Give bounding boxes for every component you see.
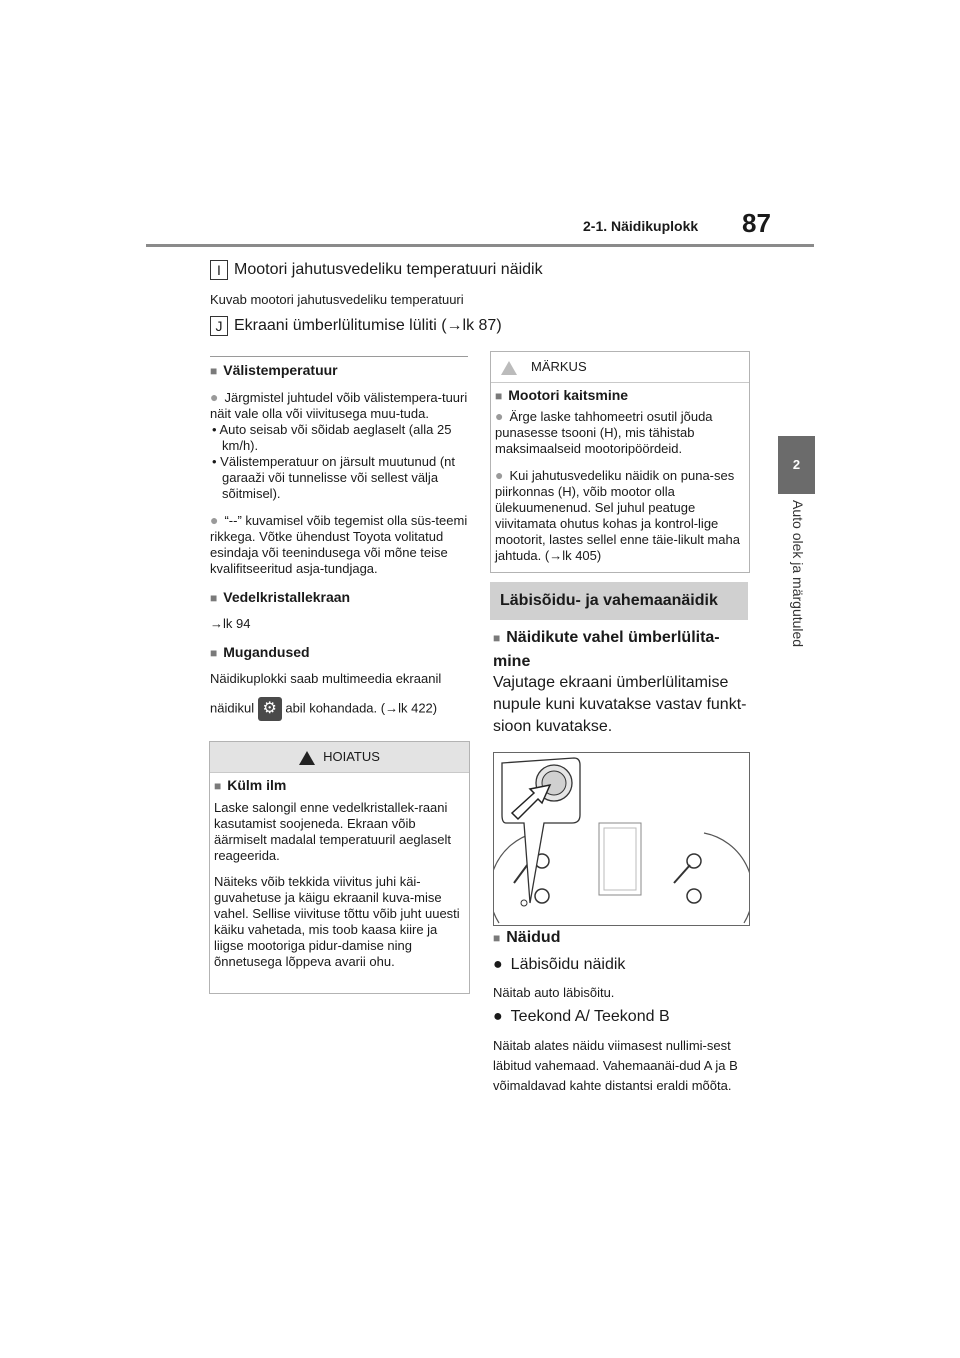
switch-paragraph: Vajutage ekraani ümberlülitamise nupule kuni kuvatakse vastav funkt-sioon kuvatakse. bbox=[493, 674, 747, 735]
notice-header: MÄRKUS bbox=[491, 352, 749, 383]
outside-temp-b2: • Välistemperatuur on järsult muutunud (nt garaaži või tunnelisse või sellest välja sõitmisel). bbox=[212, 454, 456, 501]
notice-box bbox=[490, 351, 750, 573]
left-column bbox=[210, 362, 468, 721]
gauges-heading: ■ Näidud bbox=[493, 929, 561, 946]
notice-triangle-icon bbox=[501, 361, 517, 375]
notice-subheading: ■ Mootori kaitsmine bbox=[495, 387, 629, 403]
trip-desc: Näitab alates näidu viimasest nullimi-sest läbitud vahemaad. Vahemaanäi-dud A ja B võimaldavad kahte distantsi eraldi mõõta. bbox=[493, 1038, 738, 1093]
outside-temp-b1: • Auto seisab või sõidab aeglaselt (alla 25 km/h). bbox=[212, 422, 452, 453]
item-j-title: J Ekraani ümberlülitumise lüliti (→lk 87) bbox=[210, 316, 502, 336]
lcd-heading: ■ Vedelkristallekraan bbox=[210, 589, 351, 605]
page-number: 87 bbox=[742, 208, 771, 238]
custom-heading: ■ Mugandused bbox=[210, 644, 310, 660]
item-i-desc: Kuvab mootori jahutusvedeliku temperatuuri bbox=[210, 292, 464, 307]
cluster-drawing bbox=[494, 753, 749, 925]
section-title: 2-1. Näidikuplokk bbox=[583, 218, 699, 234]
cluster-illustration bbox=[493, 752, 750, 926]
chapter-tab-label: Auto olek ja märgutuled bbox=[790, 500, 806, 648]
warning-p1: Laske salongil enne vedelkristallek-raani kasutamist soojeneda. Ekraan võib äärmiselt madalal temperatuuril aeglaselt reageerida. bbox=[214, 800, 452, 863]
left-rule bbox=[210, 356, 468, 357]
switch-heading: ■ Näidikute vahel ümberlülita-mine bbox=[493, 629, 720, 670]
warning-triangle-icon bbox=[299, 751, 315, 765]
custom-p2: näidikul ⚙ abil kohandada. (→lk 422) bbox=[210, 697, 468, 721]
odo-desc: Näitab auto läbisõitu. bbox=[493, 985, 615, 1000]
notice-p2: ● Kui jahutusvedeliku näidik on puna-ses piirkonnas (H), võib mootor olla ülekuumenenud. Sel juhul peatuge viivitamata ohutus kohas ja kontrol-lige mootorit, lastes sellel enne täie-likult maha jahtuda. (→lk 405) bbox=[495, 467, 740, 563]
warning-box bbox=[209, 741, 470, 994]
chapter-tab: 2 bbox=[778, 436, 815, 494]
outside-temp-p2: ● “--” kuvamisel võib tegemist olla süs-teemi rikkega. Võtke ühendust Toyota volitatud esindaja või teenindusega või mõne teise kvalifitseeritud asja-tundjaga. bbox=[210, 512, 468, 576]
notice-p1: ● Ärge laske tahhomeetri osutil jõuda punasesse tsooni (H), mis tähistab maksimaalseid mootoripöördeid. bbox=[495, 408, 713, 456]
trip-heading: ● Teekond A/ Teekond B bbox=[493, 1008, 670, 1025]
item-i-title: I Mootori jahutusvedeliku temperatuuri näidik bbox=[210, 260, 543, 280]
warning-header: HOIATUS bbox=[210, 742, 469, 773]
key-j: J bbox=[210, 316, 228, 336]
gear-icon: ⚙ bbox=[258, 697, 282, 721]
warning-p2: Näiteks võib tekkida viivitus juhi käi-guvahetuse ja käigu ekraanil kuva-mise vahel. Sellise viivituse tõttu võib juht uuesti käiku vahetada, mis toob kaasa kiire ja liigse mootoriga pidur-damise ning õnnetusega lõppeva avarii ohu. bbox=[214, 874, 460, 969]
key-i: I bbox=[210, 260, 228, 280]
warning-subheading: ■ Külm ilm bbox=[214, 777, 287, 793]
custom-p1: Näidikuplokki saab multimeedia ekraanil bbox=[210, 671, 442, 686]
section-banner: Läbisõidu- ja vahemaanäidik bbox=[490, 582, 748, 620]
outside-temp-p1: ● Järgmistel juhtudel võib välistempera-tuuri näit vale olla või viivitusega muu-tuda. bbox=[210, 389, 468, 421]
lcd-ref: →lk 94 bbox=[210, 616, 251, 631]
header-rule bbox=[146, 244, 814, 247]
odo-heading: ● Läbisõidu näidik bbox=[493, 956, 626, 973]
outside-temp-heading: ■ Välistemperatuur bbox=[210, 362, 338, 378]
